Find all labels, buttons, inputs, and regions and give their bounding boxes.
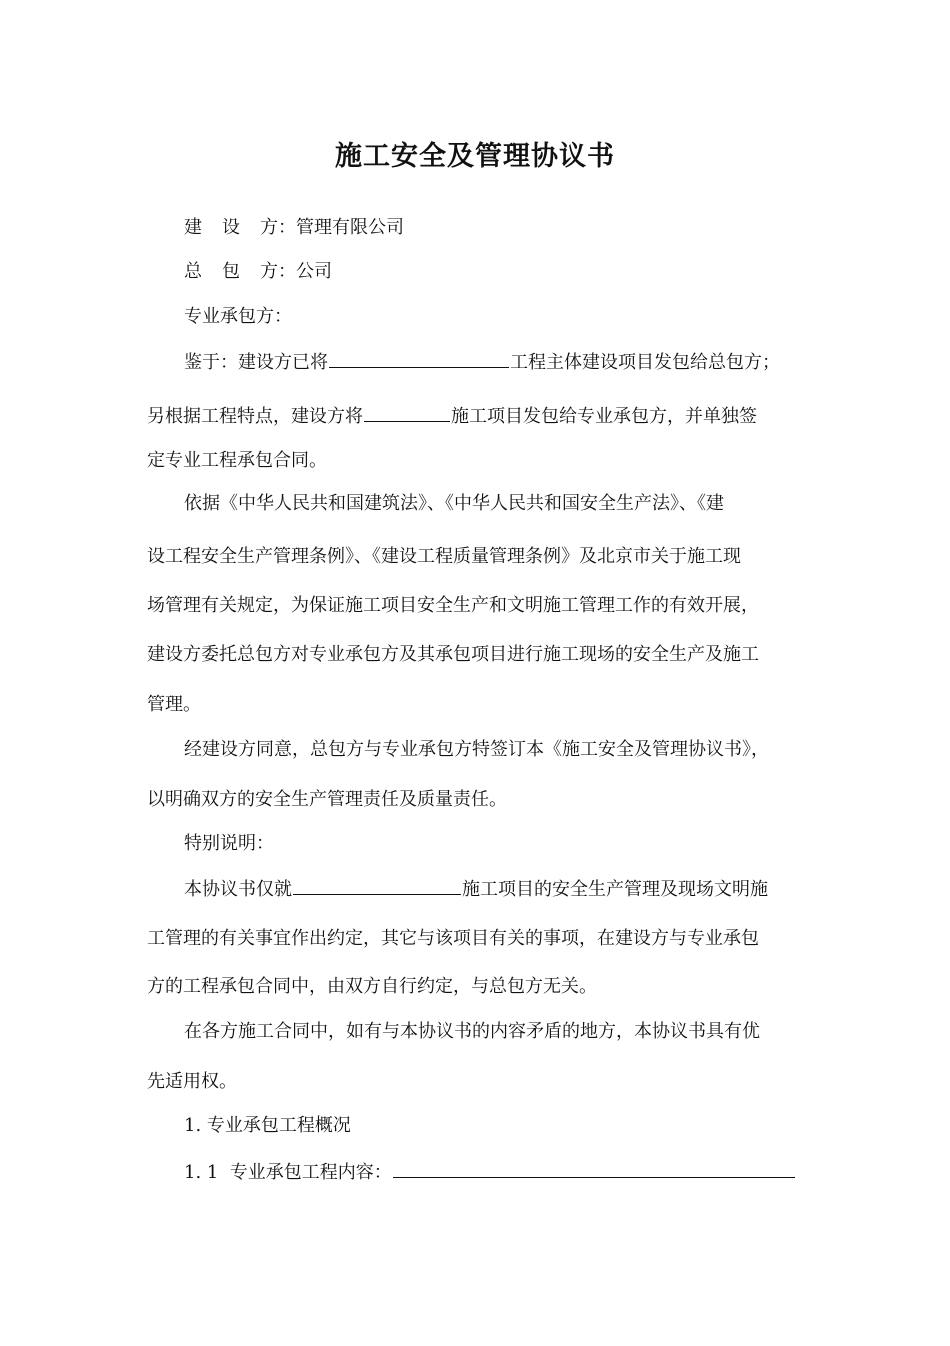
agreement-line-2: 以明确双方的安全生产管理责任及质量责任。 <box>147 789 507 810</box>
basis-line-1: 依据《中华人民共和国建筑法》、《中华人民共和国安全生产法》、《建 <box>184 493 724 514</box>
agreement-line-1: 经建设方同意，总包方与专业承包方特签订本《施工安全及管理协议书》， <box>184 739 769 760</box>
general-contractor-value: 公司 <box>296 261 332 282</box>
whereas-line-2: 另根据工程特点，建设方将 施工项目发包给专业承包方，并单独签 <box>147 403 757 429</box>
construction-party-value: 管理有限公司 <box>296 217 404 238</box>
priority-line-1: 在各方施工合同中，如有与本协议书的内容矛盾的地方，本协议书具有优 <box>184 1021 760 1042</box>
whereas-line-3: 定专业工程承包合同。 <box>147 450 327 471</box>
specialty-project-blank <box>364 403 450 422</box>
specialty-contractor-line: 专业承包方： <box>184 306 292 327</box>
special-note-line-3: 方的工程承包合同中，由双方自行约定，与总包方无关。 <box>147 976 597 997</box>
basis-line-3: 场管理有关规定，为保证施工项目安全生产和文明施工管理工作的有效开展， <box>147 595 759 616</box>
section-1-1-line: 1. 1 专业承包工程内容： <box>184 1159 796 1185</box>
basis-line-2: 设工程安全生产管理条例》、《建设工程质量管理条例》及北京市关于施工现 <box>147 546 741 567</box>
project-name-blank <box>329 349 509 368</box>
basis-line-5: 管理。 <box>147 694 201 715</box>
document-title: 施工安全及管理协议书 <box>335 141 615 172</box>
construction-party-line: 建 设 方：管理有限公司 <box>184 217 404 238</box>
general-contractor-line: 总 包 方：公司 <box>184 261 332 282</box>
basis-line-4: 建设方委托总包方对专业承包方及其承包项目进行施工现场的安全生产及施工 <box>147 644 759 665</box>
special-note-heading: 特别说明： <box>184 833 274 854</box>
scope-project-blank <box>293 876 461 895</box>
specialty-content-blank <box>393 1159 795 1178</box>
special-note-line-1: 本协议书仅就 施工项目的安全生产管理及现场文明施 <box>184 876 768 902</box>
section-1-heading: 1. 专业承包工程概况 <box>184 1115 351 1136</box>
priority-line-2: 先适用权。 <box>147 1071 237 1092</box>
whereas-line-1: 鉴于：建设方已将 工程主体建设项目发包给总包方； <box>184 349 780 375</box>
special-note-line-2: 工管理的有关事宜作出约定，其它与该项目有关的事项，在建设方与专业承包 <box>147 928 759 949</box>
